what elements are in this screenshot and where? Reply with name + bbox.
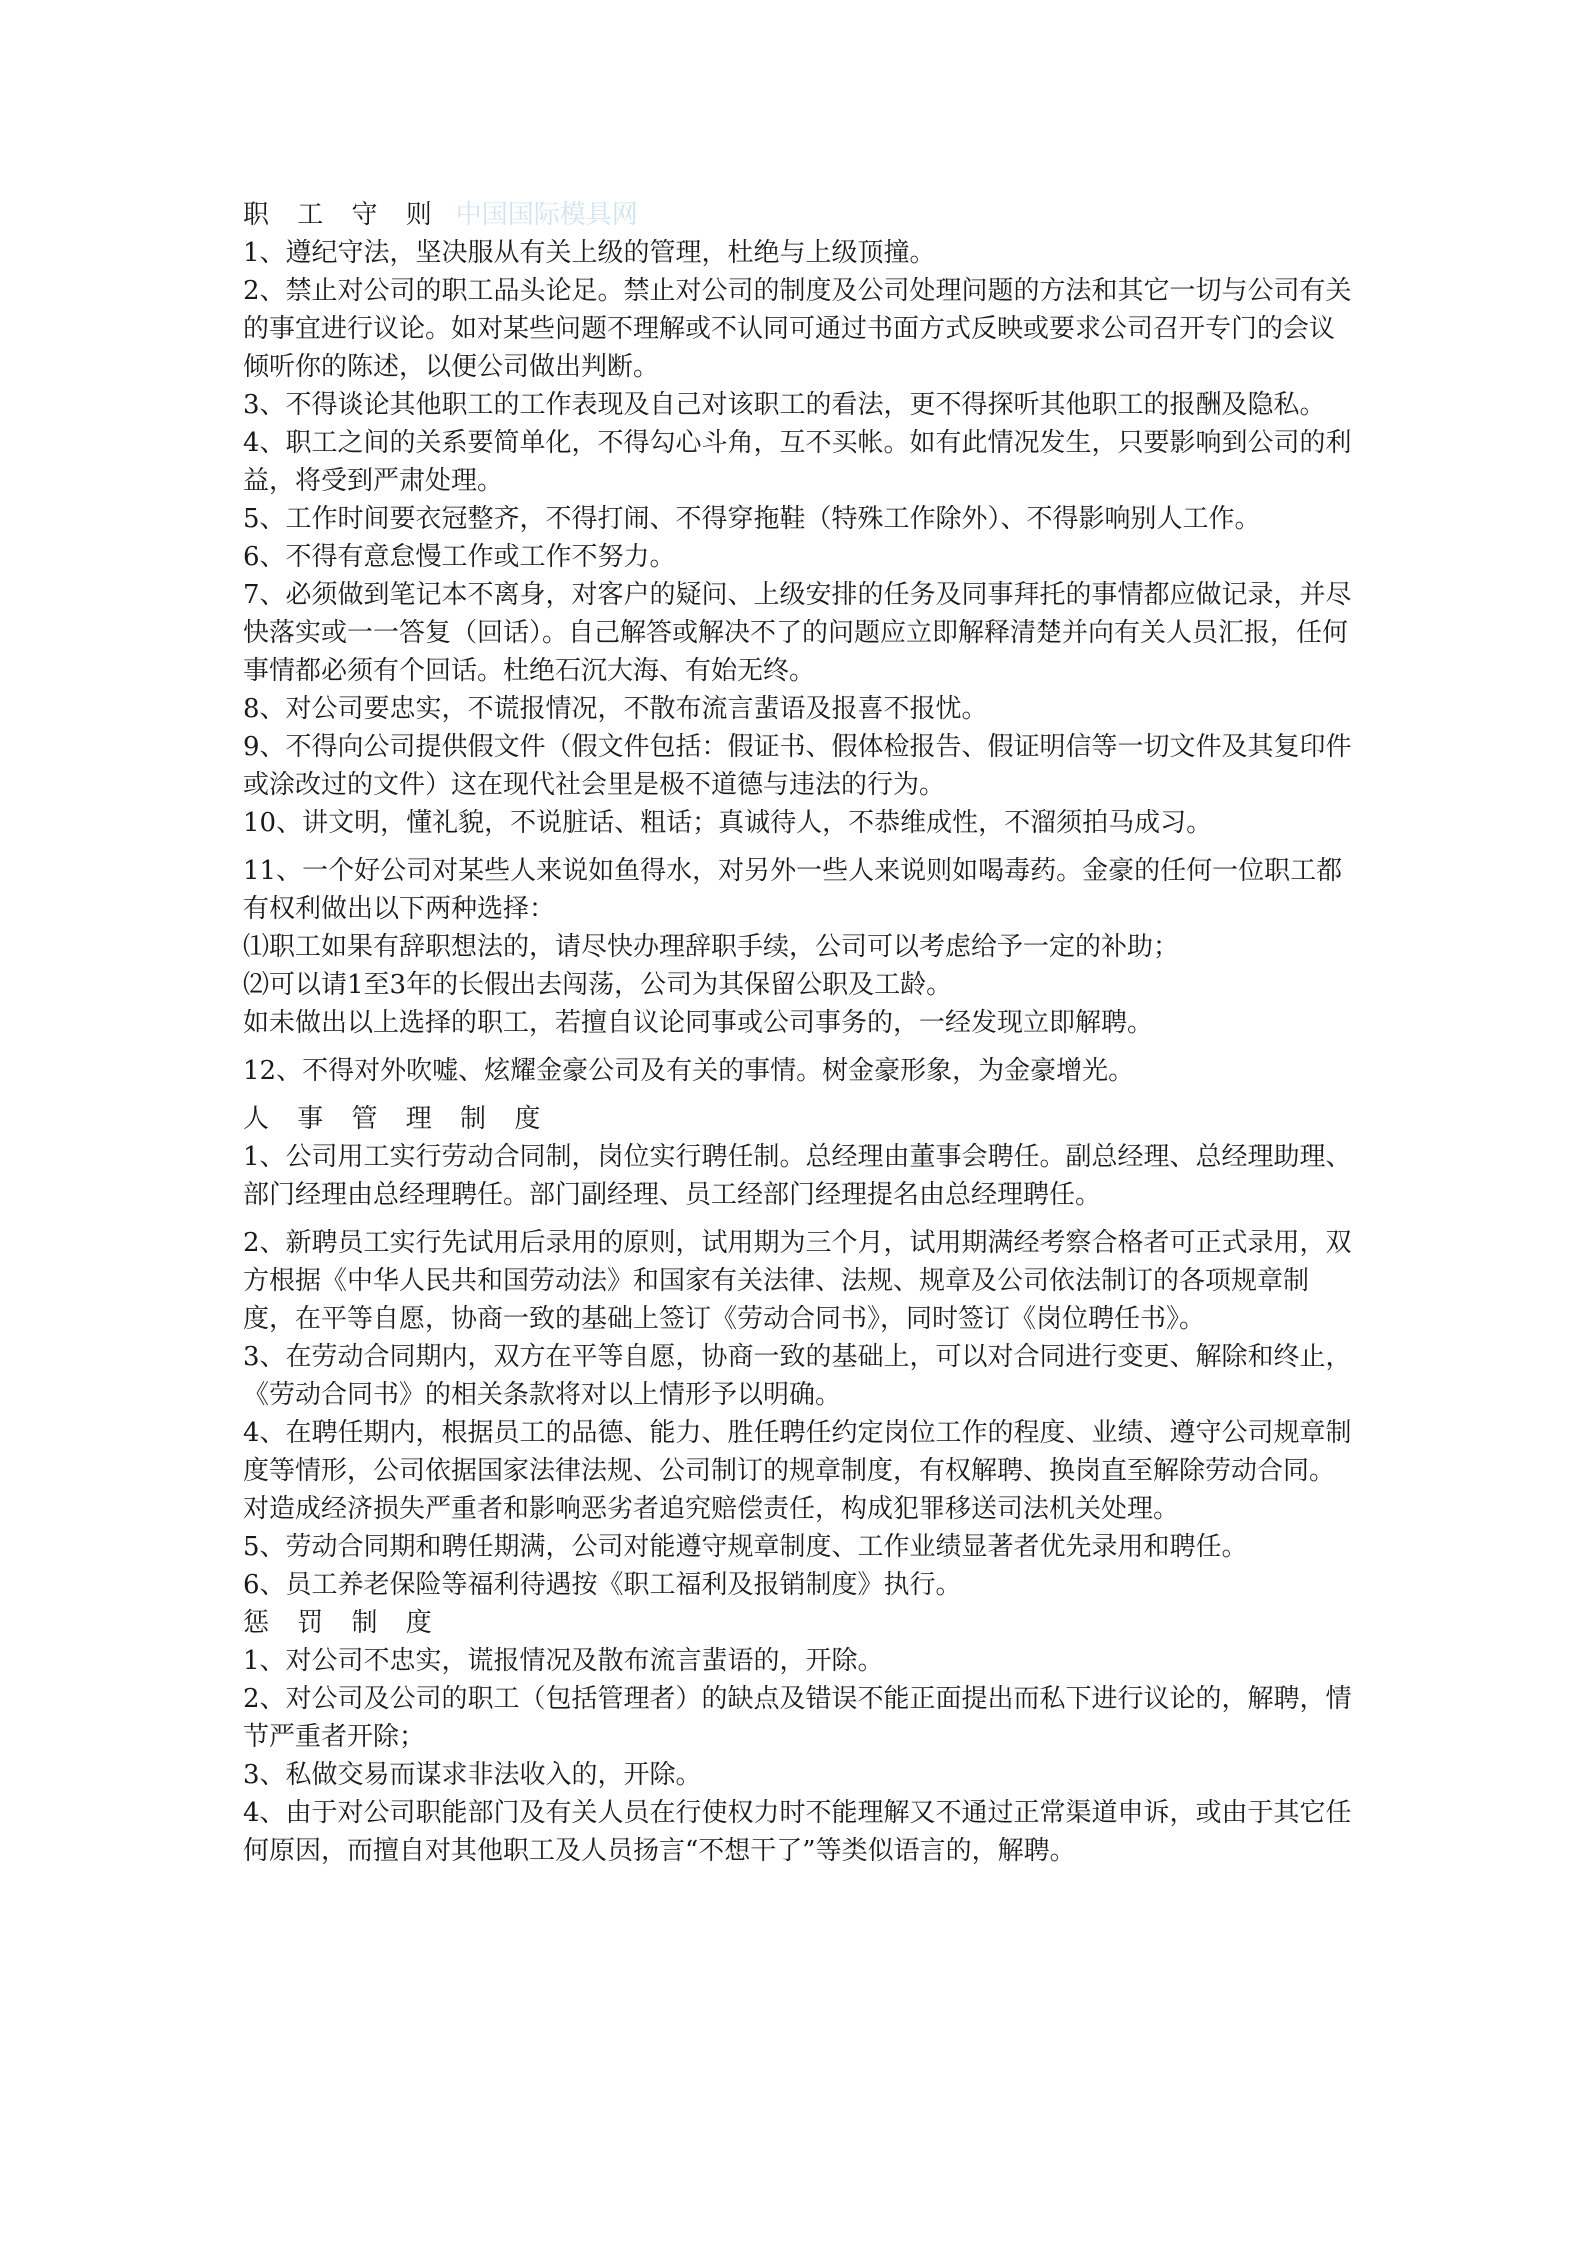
watermark: 中国国际模具网 xyxy=(455,200,638,230)
rule-item: 10、讲文明，懂礼貌，不说脏话、粗话；真诚待人，不恭维成性，不溜须拍马成习。 xyxy=(243,808,1213,838)
section-heading-hr-policy: 人 事 管 理 制 度 xyxy=(243,1104,551,1134)
rule-item: 如未做出以上选择的职工，若擅自议论同事或公司事务的，一经发现立即解聘。 xyxy=(243,1008,1154,1038)
rule-item: 6、员工养老保险等福利待遇按《职工福利及报销制度》执行。 xyxy=(243,1570,962,1600)
rule-item: 7、必须做到笔记本不离身，对客户的疑问、上级安排的任务及同事拜托的事情都应做记录，并尽快落实或一一答复（回话）。自己解答或解决不了的问题应立即解释清楚并向有关人员汇报，任何事情都必须有个回话。杜绝石沉大海、有始无终。 xyxy=(243,580,1352,686)
rule-subitem: ⑴职工如果有辞职想法的，请尽快办理辞职手续，公司可以考虑给予一定的补助； xyxy=(243,932,1180,962)
rule-subitem: ⑵可以请1至3年的长假出去闯荡，公司为其保留公职及工龄。 xyxy=(243,970,953,1000)
rule-item: 4、由于对公司职能部门及有关人员在行使权力时不能理解又不通过正常渠道申诉，或由于其它任何原因，而擅自对其他职工及人员扬言“不想干了”等类似语言的，解聘。 xyxy=(243,1798,1352,1866)
rule-item: 4、在聘任期内，根据员工的品德、能力、胜任聘任约定岗位工作的程度、业绩、遵守公司规章制度等情形，公司依据国家法律法规、公司制订的规章制度，有权解聘、换岗直至解除劳动合同。对造成经济损失严重者和影响恶劣者追究赔偿责任，构成犯罪移送司法机关处理。 xyxy=(243,1418,1352,1524)
rule-item: 1、遵纪守法，坚决服从有关上级的管理，杜绝与上级顶撞。 xyxy=(243,238,936,268)
rule-item: 3、不得谈论其他职工的工作表现及自己对该职工的看法，更不得探听其他职工的报酬及隐私。 xyxy=(243,390,1326,420)
rule-item: 5、工作时间要衣冠整齐，不得打闹、不得穿拖鞋（特殊工作除外）、不得影响别人工作。 xyxy=(243,504,1261,534)
rule-item: 6、不得有意怠慢工作或工作不努力。 xyxy=(243,542,676,572)
rule-item: 2、对公司及公司的职工（包括管理者）的缺点及错误不能正面提出而私下进行议论的，解聘，情节严重者开除； xyxy=(243,1684,1352,1752)
rule-item: 2、新聘员工实行先试用后录用的原则，试用期为三个月，试用期满经考察合格者可正式录用，双方根据《中华人民共和国劳动法》和国家有关法律、法规、规章及公司依法制订的各项规章制度，在平等自愿，协商一致的基础上签订《劳动合同书》，同时签订《岗位聘任书》。 xyxy=(243,1228,1352,1334)
rule-item: 1、公司用工实行劳动合同制，岗位实行聘任制。总经理由董事会聘任。副总经理、总经理助理、部门经理由总经理聘任。部门副经理、员工经部门经理提名由总经理聘任。 xyxy=(243,1142,1352,1210)
rule-item: 11、一个好公司对某些人来说如鱼得水，对另外一些人来说则如喝毒药。金豪的任何一位职工都有权利做出以下两种选择： xyxy=(243,856,1343,924)
rule-item: 9、不得向公司提供假文件（假文件包括：假证书、假体检报告、假证明信等一切文件及其复印件或涂改过的文件）这在现代社会里是极不道德与违法的行为。 xyxy=(243,732,1352,800)
rule-item: 4、职工之间的关系要简单化，不得勾心斗角，互不买帐。如有此情况发生，只要影响到公司的利益，将受到严肃处理。 xyxy=(243,428,1352,496)
section-heading-staff-rules: 职 工 守 则 中国国际模具网 xyxy=(243,200,638,230)
rule-item: 5、劳动合同期和聘任期满，公司对能遵守规章制度、工作业绩显著者优先录用和聘任。 xyxy=(243,1532,1248,1562)
rule-item: 1、对公司不忠实，谎报情况及散布流言蜚语的，开除。 xyxy=(243,1646,884,1676)
document-body xyxy=(243,196,1353,1870)
rule-item: 3、私做交易而谋求非法收入的，开除。 xyxy=(243,1760,702,1790)
rule-item: 3、在劳动合同期内，双方在平等自愿，协商一致的基础上，可以对合同进行变更、解除和终止，《劳动合同书》的相关条款将对以上情形予以明确。 xyxy=(243,1342,1352,1410)
rule-item: 2、禁止对公司的职工品头论足。禁止对公司的制度及公司处理问题的方法和其它一切与公司有关的事宜进行议论。如对某些问题不理解或不认同可通过书面方式反映或要求公司召开专门的会议倾听你的陈述，以便公司做出判断。 xyxy=(243,276,1352,382)
section-heading-penalty-policy: 惩 罚 制 度 xyxy=(243,1608,442,1638)
rule-item: 8、对公司要忠实，不谎报情况，不散布流言蜚语及报喜不报忧。 xyxy=(243,694,988,724)
rule-item: 12、不得对外吹嘘、炫耀金豪公司及有关的事情。树金豪形象，为金豪增光。 xyxy=(243,1056,1135,1086)
